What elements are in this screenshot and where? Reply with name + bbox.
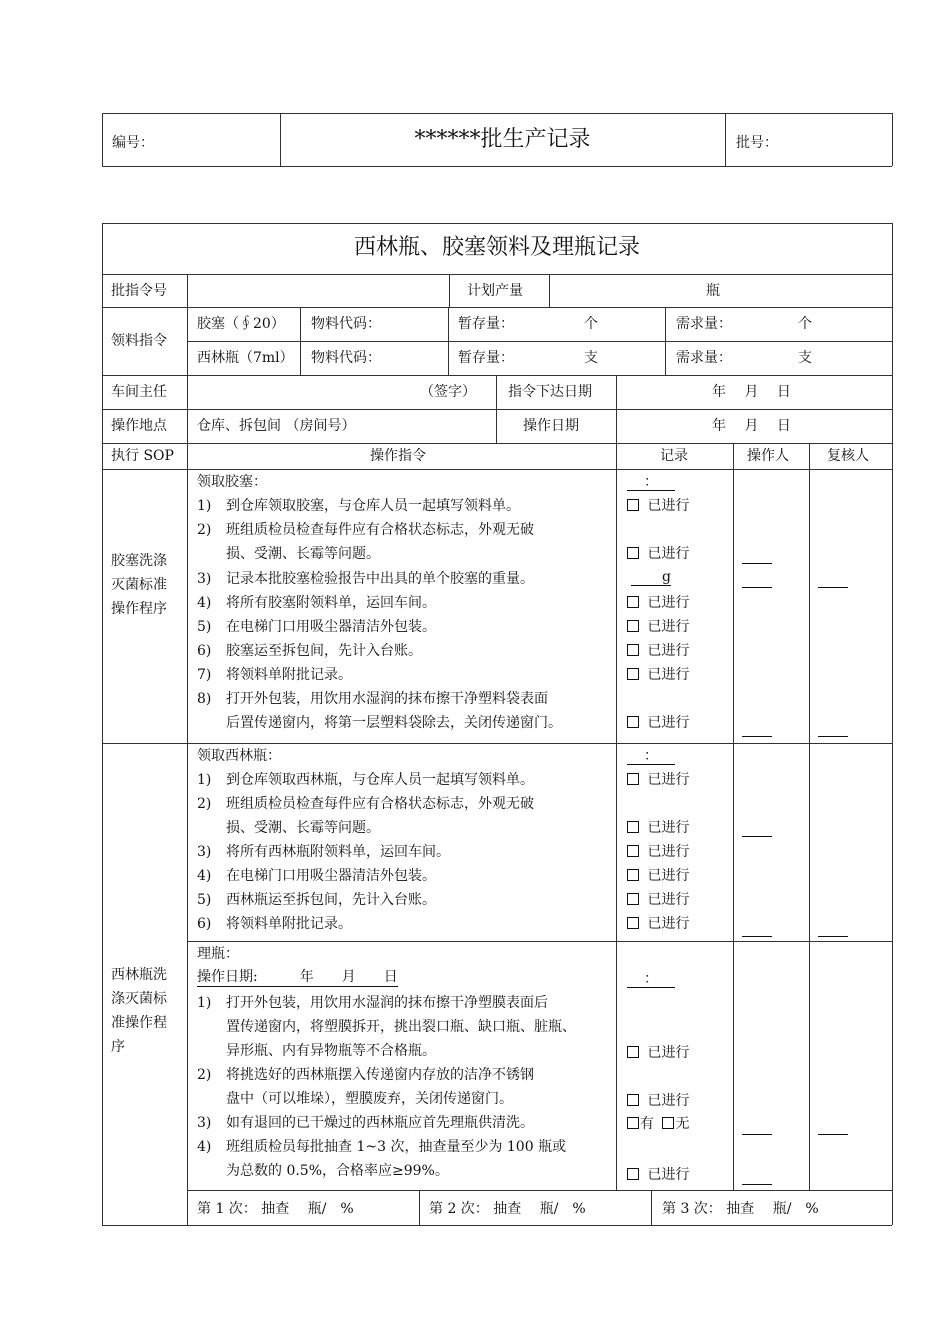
- step-number: 3): [197, 844, 212, 860]
- done-checkbox[interactable]: [627, 1165, 689, 1185]
- sorting-op-date[interactable]: 操作日期: 年 月 日: [197, 969, 398, 985]
- time-field[interactable]: ：: [627, 971, 675, 988]
- returned-yes-no[interactable]: [627, 1114, 689, 1134]
- done-checkbox[interactable]: [627, 1091, 689, 1111]
- vial-stock-label: 暂存量：: [458, 350, 514, 366]
- step-text: 班组质检员检查每件应有合格状态标志，外观无破: [226, 796, 534, 812]
- step-number: 5): [197, 619, 212, 635]
- location-label: 操作地点: [111, 418, 167, 434]
- operator-signature[interactable]: [742, 1184, 772, 1185]
- checkbox-icon[interactable]: [627, 1117, 639, 1129]
- sop-stopper-1: 胶塞洗涤: [111, 553, 167, 569]
- stopper-material-code: 物料代码：: [311, 316, 381, 332]
- vial-name: 西林瓶（7ml）: [197, 350, 294, 366]
- done-label: 已进行: [647, 667, 690, 683]
- stopper-heading: 领取胶塞：: [197, 474, 267, 490]
- sop-vial-2: 涤灭菌标: [111, 991, 167, 1007]
- checkbox-icon[interactable]: [627, 596, 639, 608]
- done-label: 已进行: [647, 820, 690, 836]
- checkbox-icon[interactable]: [627, 1094, 639, 1106]
- done-label: 已进行: [647, 844, 690, 860]
- col-instr: 操作指令: [370, 448, 426, 464]
- step-number: 2): [197, 522, 212, 538]
- operator-signature[interactable]: [742, 836, 772, 837]
- vial-demand-unit: 支: [798, 350, 812, 366]
- done-label: 已进行: [647, 1045, 690, 1061]
- sop-vial-1: 西林瓶洗: [111, 967, 167, 983]
- done-label: 已进行: [647, 1093, 690, 1109]
- step-number: 2): [197, 1067, 212, 1083]
- step-text: 将所有西林瓶附领料单，运回车间。: [226, 844, 450, 860]
- done-label: 已进行: [647, 892, 690, 908]
- done-checkbox[interactable]: [627, 617, 689, 637]
- done-checkbox[interactable]: [627, 842, 689, 862]
- operator-signature[interactable]: [742, 736, 772, 737]
- step-text: 班组质检员每批抽查 1~3 次，抽查量至少为 100 瓶或: [226, 1139, 567, 1155]
- sampling-2[interactable]: 第 2 次： 抽查 瓶/ %: [429, 1201, 586, 1217]
- step-text: 将所有胶塞附领料单，运回车间。: [226, 595, 436, 611]
- form-title: 西林瓶、胶塞领料及理瓶记录: [353, 235, 640, 260]
- step-text: 损、受潮、长霉等问题。: [226, 820, 380, 836]
- step-text: 为总数的 0.5%，合格率应≥99%。: [226, 1163, 449, 1179]
- step-number: 1): [197, 995, 212, 1011]
- step-text: 班组质检员检查每件应有合格状态标志，外观无破: [226, 522, 534, 538]
- plan-qty-label: 计划产量: [467, 283, 523, 299]
- vial-material-code: 物料代码：: [311, 350, 381, 366]
- checkbox-icon[interactable]: [627, 821, 639, 833]
- step-number: 5): [197, 892, 212, 908]
- vial-demand-label: 需求量：: [676, 350, 732, 366]
- checkbox-icon[interactable]: [662, 1117, 674, 1129]
- vial-heading: 领取西林瓶：: [197, 748, 281, 764]
- checkbox-icon[interactable]: [627, 1168, 639, 1180]
- step-text: 将领料单附批记录。: [226, 916, 352, 932]
- checker-signature[interactable]: [818, 736, 848, 737]
- checkbox-icon[interactable]: [627, 499, 639, 511]
- signature-label: （签字）: [420, 384, 476, 400]
- operator-signature[interactable]: [742, 936, 772, 937]
- sampling-1[interactable]: 第 1 次： 抽查 瓶/ %: [197, 1201, 354, 1217]
- step-text: 后置传递窗内，将第一层塑料袋除去，关闭传递窗门。: [226, 715, 562, 731]
- sop-vial-4: 序: [111, 1039, 125, 1055]
- pick-instr-label: 领料指令: [111, 333, 167, 349]
- done-checkbox[interactable]: [627, 641, 689, 661]
- stopper-name: 胶塞（∮20）: [197, 316, 285, 332]
- sampling-3[interactable]: 第 3 次： 抽查 瓶/ %: [662, 1201, 819, 1217]
- done-checkbox[interactable]: [627, 496, 689, 516]
- sop-stopper-2: 灭菌标准: [111, 577, 167, 593]
- code-label: 编号：: [112, 135, 154, 151]
- done-label: 已进行: [647, 498, 690, 514]
- location-value: 仓库、拆包间 （房间号）: [197, 418, 356, 434]
- checker-signature[interactable]: [818, 936, 848, 937]
- stopper-demand-label: 需求量：: [676, 316, 732, 332]
- done-label: 已进行: [647, 772, 690, 788]
- done-checkbox[interactable]: [627, 713, 689, 733]
- step-text: 损、受潮、长霉等问题。: [226, 546, 380, 562]
- checkbox-icon[interactable]: [627, 917, 639, 929]
- checkbox-icon[interactable]: [627, 1046, 639, 1058]
- done-label: 已进行: [647, 643, 690, 659]
- time-field[interactable]: ：: [627, 474, 675, 491]
- stopper-stock-label: 暂存量：: [458, 316, 514, 332]
- stopper-demand-unit: 个: [798, 316, 812, 332]
- sorting-heading: 理瓶：: [197, 946, 239, 962]
- vial-stock-unit: 支: [584, 350, 598, 366]
- done-label: 已进行: [647, 916, 690, 932]
- step-number: 4): [197, 595, 212, 611]
- done-checkbox[interactable]: [627, 818, 689, 838]
- done-checkbox[interactable]: [627, 665, 689, 685]
- col-checker: 复核人: [827, 448, 869, 464]
- step-number: 7): [197, 667, 212, 683]
- operator-signature[interactable]: [742, 563, 772, 564]
- step-number: 6): [197, 916, 212, 932]
- checker-signature[interactable]: [818, 587, 848, 588]
- checkbox-icon[interactable]: [627, 773, 639, 785]
- done-checkbox[interactable]: [627, 770, 689, 790]
- batch-label: 批号：: [736, 135, 778, 151]
- operator-signature[interactable]: [742, 587, 772, 588]
- no-label: 无: [675, 1116, 690, 1132]
- checkbox-icon[interactable]: [627, 845, 639, 857]
- checkbox-icon[interactable]: [627, 644, 639, 656]
- record-title: ******批生产记录: [414, 127, 591, 152]
- step-text: 将挑选好的西林瓶摆入传递窗内存放的洁净不锈钢: [226, 1067, 534, 1083]
- done-checkbox[interactable]: [627, 866, 689, 886]
- checkbox-icon[interactable]: [627, 668, 639, 680]
- step-text: 到仓库领取西林瓶，与仓库人员一起填写领料单。: [226, 772, 534, 788]
- step-text: 打开外包装，用饮用水湿润的抹布擦干净塑膜表面后: [226, 995, 548, 1011]
- done-label: 已进行: [647, 715, 690, 731]
- checkbox-icon[interactable]: [627, 869, 639, 881]
- step-number: 8): [197, 691, 212, 707]
- operator-signature[interactable]: [742, 1134, 772, 1135]
- batch-instr-label: 批指令号: [111, 283, 167, 299]
- yes-label: 有: [640, 1116, 654, 1132]
- step-number: 6): [197, 643, 212, 659]
- checkbox-icon[interactable]: [627, 620, 639, 632]
- step-text: 打开外包装，用饮用水湿润的抹布擦干净塑料袋表面: [226, 691, 548, 707]
- done-checkbox[interactable]: [627, 544, 689, 564]
- done-label: 已进行: [647, 619, 690, 635]
- checkbox-icon[interactable]: [627, 547, 639, 559]
- checkbox-icon[interactable]: [627, 716, 639, 728]
- step-text: 在电梯门口用吸尘器清洁外包装。: [226, 619, 436, 635]
- step-number: 1): [197, 772, 212, 788]
- step-text: 置传递窗内，将塑膜拆开，挑出裂口瓶、缺口瓶、脏瓶、: [226, 1019, 576, 1035]
- step-text: 在电梯门口用吸尘器清洁外包装。: [226, 868, 436, 884]
- done-checkbox[interactable]: [627, 593, 689, 613]
- op-date-value: 年 月 日: [712, 418, 791, 434]
- step-number: 4): [197, 1139, 212, 1155]
- done-label: 已进行: [647, 1167, 690, 1183]
- step-text: 记录本批胶塞检验报告中出具的单个胶塞的重量。: [226, 571, 534, 587]
- checker-signature[interactable]: [818, 1134, 848, 1135]
- step-text: 到仓库领取胶塞，与仓库人员一起填写领料单。: [226, 498, 520, 514]
- done-checkbox[interactable]: [627, 1043, 689, 1063]
- step-number: 1): [197, 498, 212, 514]
- done-label: 已进行: [647, 546, 690, 562]
- plan-qty-unit: 瓶: [706, 283, 720, 299]
- op-date-label: 操作日期: [523, 418, 579, 434]
- step-number: 3): [197, 1115, 212, 1131]
- step-text: 胶塞运至拆包间，先计入台账。: [226, 643, 422, 659]
- col-record: 记录: [660, 448, 688, 464]
- workshop-director-label: 车间主任: [111, 384, 167, 400]
- sop-vial-3: 准操作程: [111, 1015, 167, 1031]
- instr-date-label: 指令下达日期: [508, 384, 592, 400]
- step-text: 盘中（可以堆垛），塑膜废弃，关闭传递窗门。: [226, 1091, 513, 1107]
- done-label: 已进行: [647, 868, 690, 884]
- done-checkbox[interactable]: [627, 914, 689, 934]
- step-number: 3): [197, 571, 212, 587]
- step-number: 4): [197, 868, 212, 884]
- sop-stopper-3: 操作程序: [111, 601, 167, 617]
- step-text: 如有退回的已干燥过的西林瓶应首先理瓶供清洗。: [226, 1115, 534, 1131]
- checkbox-icon[interactable]: [627, 893, 639, 905]
- done-checkbox[interactable]: [627, 890, 689, 910]
- col-operator: 操作人: [747, 448, 789, 464]
- time-field[interactable]: ：: [627, 748, 675, 765]
- instr-date-value: 年 月 日: [712, 384, 791, 400]
- step-number: 2): [197, 796, 212, 812]
- weight-field[interactable]: g: [631, 569, 671, 586]
- step-text: 西林瓶运至拆包间，先计入台账。: [226, 892, 436, 908]
- col-sop: 执行 SOP: [111, 448, 174, 464]
- stopper-stock-unit: 个: [584, 316, 598, 332]
- done-label: 已进行: [647, 595, 690, 611]
- step-text: 异形瓶、内有异物瓶等不合格瓶。: [226, 1043, 436, 1059]
- step-text: 将领料单附批记录。: [226, 667, 352, 683]
